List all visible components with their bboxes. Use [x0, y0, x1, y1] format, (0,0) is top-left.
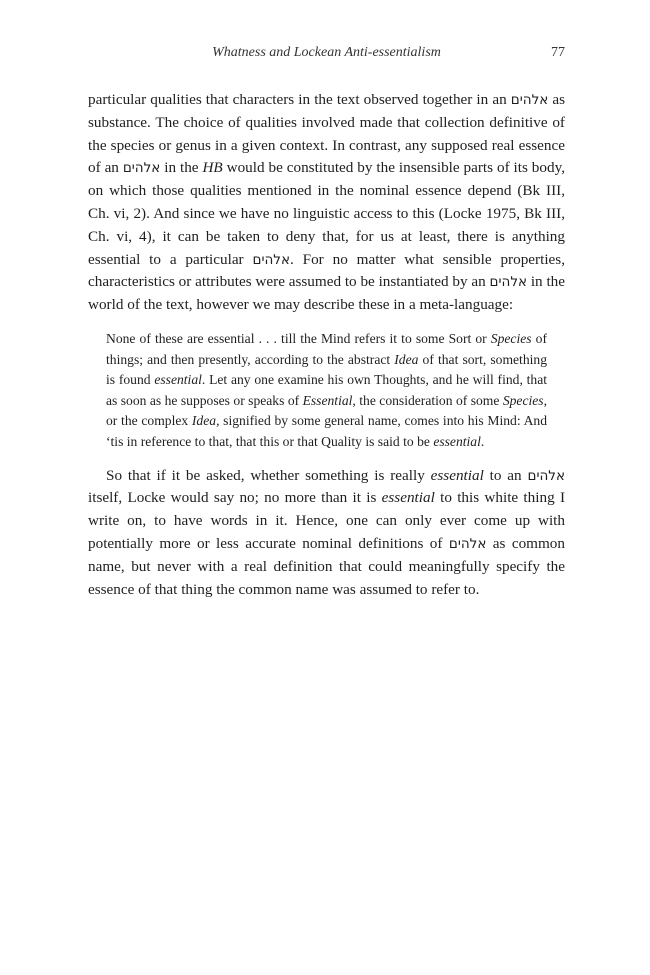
block-quote	[106, 329, 547, 453]
text-segment: .	[480, 433, 485, 449]
italic-text: essential	[430, 466, 484, 484]
text-segment: None of these are essential . . . till the Mind refers it to some Sort or	[106, 330, 491, 346]
italic-text: essential	[154, 372, 202, 388]
italic-text: Species	[502, 392, 544, 408]
paragraph-closing	[88, 465, 565, 602]
italic-text: Essential	[302, 392, 353, 408]
paragraph-continued	[88, 89, 565, 317]
text-segment: . For no matter what sensible properties, characteristics or attributes were assumed to be instantiated by an	[88, 250, 565, 291]
text-segment: to an	[483, 466, 528, 484]
page-number: 77	[551, 45, 565, 60]
text-segment: would be constituted by the insensible parts of its body, on which those qualities mentioned in the nominal essence depend (Bk III, Ch. vi, 2). And since we have no linguistic access to this (Locke 1975, Bk III, Ch. vi, 4), it can be taken to deny that, for us at least, there is anything essential to a particular	[88, 159, 565, 268]
text-segment: as substance. The choice of qualities involved made that collection definitive of the species or genus in a given context. In contrast, any supposed real essence of an	[88, 91, 566, 177]
text-segment: in the world of the text, however we may describe these in a meta-language:	[88, 273, 566, 314]
italic-text: Idea	[191, 413, 217, 429]
italic-text: Idea	[394, 351, 419, 367]
text-segment: in the	[160, 159, 203, 177]
text-segment: . Let any one examine his own Thoughts, and he will find, that as soon as he supposes or speaks of	[106, 372, 547, 408]
text-segment: So that if it be asked, whether something is really	[106, 466, 431, 484]
text-segment: of that sort, something is found	[106, 351, 547, 388]
text-segment: to this white thing I write on, to have words in it. Hence, one can only ever come up with potentially more or less accurate nominal definitions of	[88, 489, 565, 552]
running-title: Whatness and Lockean Anti-essentialism	[212, 45, 441, 60]
text-segment: , signified by some general name, comes into his Mind: And ‘tis in reference to that, that this or that Quality is said to be	[106, 413, 547, 449]
hebrew-word: אלהים	[448, 535, 487, 552]
italic-text: Species	[490, 330, 532, 346]
text-segment: of things; and then presently, according to the abstract	[106, 330, 547, 367]
hebrew-word: אלהים	[510, 92, 549, 108]
text-segment: particular qualities that characters in the text observed together in an	[88, 91, 511, 108]
italic-text: HB	[202, 159, 223, 177]
italic-text: essential	[433, 433, 481, 449]
body-text	[88, 89, 565, 601]
text-segment: itself, Locke would say no; no more than it is	[88, 489, 382, 507]
hebrew-word: אלהים	[252, 251, 290, 268]
hebrew-word: אלהים	[489, 274, 528, 291]
text-segment: , the consideration of some	[352, 392, 503, 408]
text-segment: , or the complex	[106, 392, 547, 429]
hebrew-word: אלהים	[527, 467, 565, 484]
running-header	[88, 45, 565, 65]
italic-text: essential	[381, 489, 435, 507]
hebrew-word: אלהים	[122, 160, 161, 177]
text-segment: as common name, but never with a real definition that could meaningfully specify the essence of that thing the common name was assumed to refer to.	[88, 534, 565, 598]
